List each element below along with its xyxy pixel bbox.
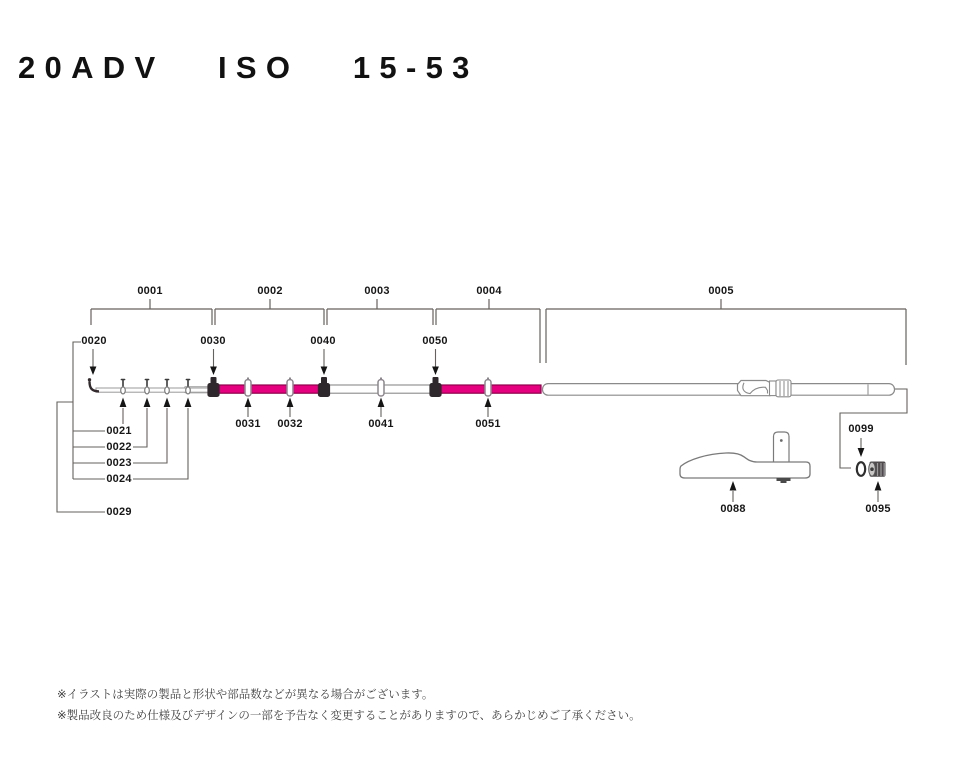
part-label-0099: 0099 [848,423,874,435]
part-label-0032: 0032 [277,418,303,430]
mid-guide-1 [245,380,251,396]
clamp-nub-tip [781,481,787,483]
clamp-tab [774,432,790,463]
part-label-0030: 0030 [200,335,226,347]
part-label-0024: 0024 [106,473,132,485]
rod-section-2-pink [214,385,324,393]
part-label-0088: 0088 [720,503,746,515]
clamp-base [680,453,810,478]
section-label-0004: 0004 [476,285,502,297]
part-label-0023: 0023 [106,457,132,469]
part-label-0029: 0029 [106,506,132,518]
part-label-0050: 0050 [422,335,448,347]
part-0088-illustration [680,432,810,483]
part-label-0040: 0040 [310,335,336,347]
section-label-0001: 0001 [137,285,163,297]
small-guide-foot-1 [121,387,126,394]
page-title: 20ADV ISO 15-53 [18,50,479,85]
small-guide-foot-4 [186,387,191,394]
section-label-0005: 0005 [708,285,734,297]
reel-seat-band [770,381,777,396]
ring [857,462,865,476]
section-label-0002: 0002 [257,285,283,297]
part-0095-illustration [869,462,886,477]
rod-butt-section [543,384,895,396]
reel-seat [738,380,792,397]
rod-illustration [88,377,895,397]
footnote-illustration-disclaimer: ※イラストは実際の製品と形状や部品数などが異なる場合がございます。 [57,689,434,701]
footnote-spec-change-disclaimer: ※製品改良のため仕様及びデザインの一部を予告なく変更することがありますので、あらかじめご了承ください。 [57,710,641,722]
part-label-0051: 0051 [475,418,501,430]
small-guide-stems [121,380,189,388]
mid-guide-3 [378,380,384,396]
mid-guide-4 [485,380,491,396]
part-label-0041: 0041 [368,418,394,430]
part-label-0020: 0020 [81,335,107,347]
clamp-tab-hole [780,439,783,442]
part-label-0095: 0095 [865,503,891,515]
mid-guide-stems [248,378,488,381]
tip-section-rod [96,388,214,392]
part-label-0022: 0022 [106,441,132,453]
clamp-nub [777,478,791,481]
part-label-0031: 0031 [235,418,261,430]
small-guide-foot-3 [165,387,170,394]
tip-hook-knob [88,378,91,381]
cap-face-center [870,467,874,471]
small-guide-foot-2 [145,387,150,394]
section-label-0003: 0003 [364,285,390,297]
part-label-0021: 0021 [106,425,132,437]
part-0099-illustration [857,462,865,476]
mid-guide-2 [287,380,293,396]
